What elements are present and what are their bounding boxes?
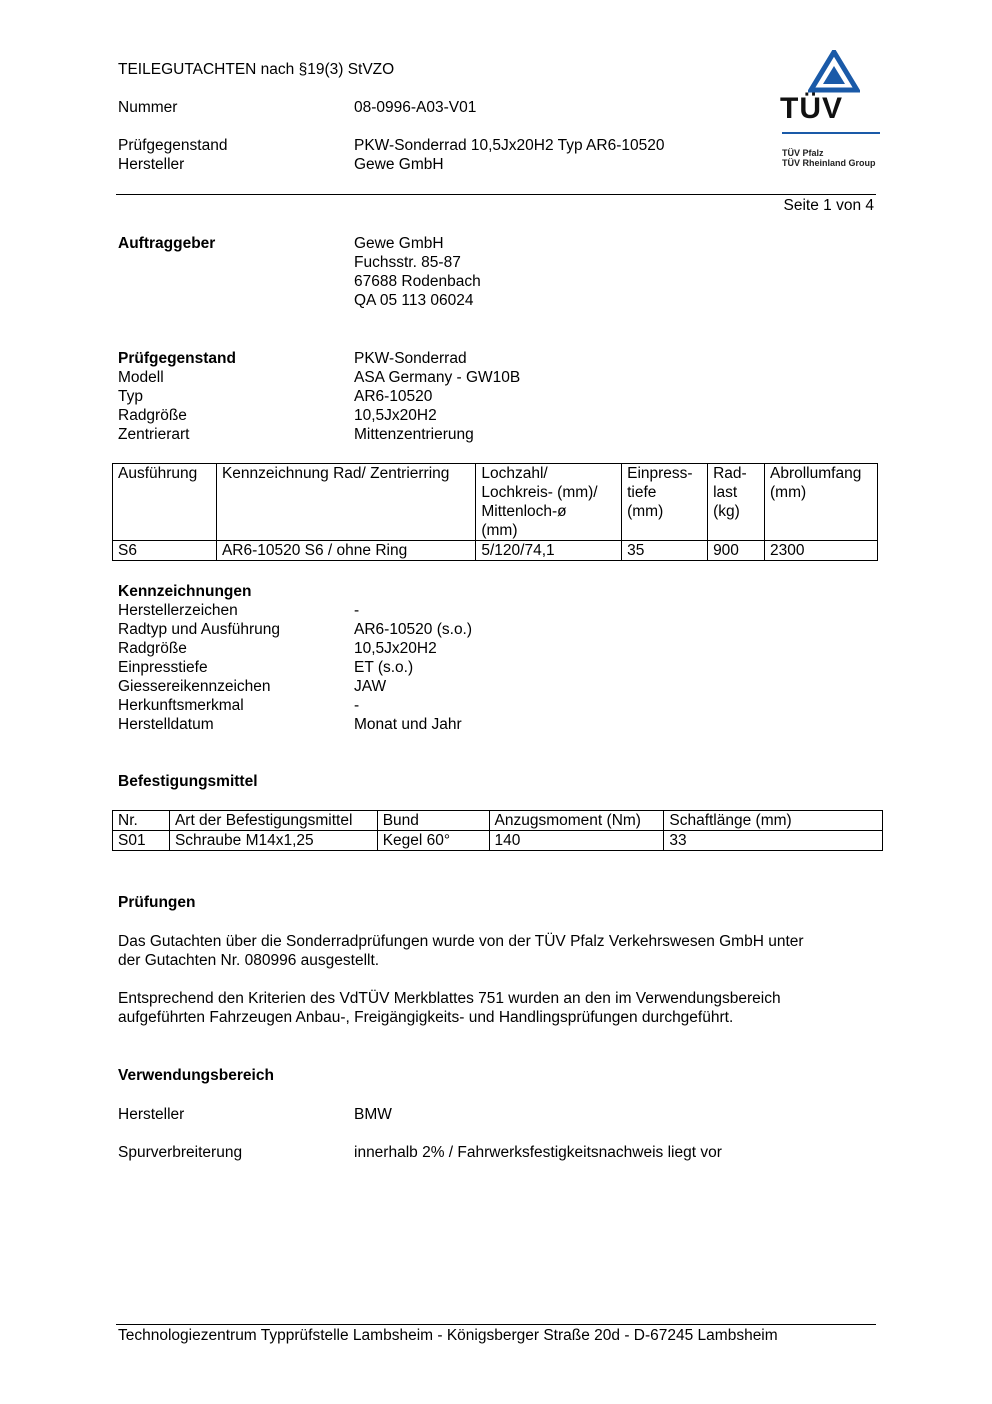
typ-label: Typ [118, 388, 143, 405]
befestigung-table [112, 810, 883, 851]
table-cell: 5/120/74,1 [476, 541, 622, 561]
logo-divider [782, 132, 880, 134]
kz-value: - [354, 697, 360, 714]
vb-spur-value: innerhalb 2% / Fahrwerksfestigkeitsnachweis liegt vor [354, 1144, 722, 1161]
table-header-cell: Abrollumfang (mm) [765, 464, 878, 541]
pruefgegenstand-value: PKW-Sonderrad [354, 350, 467, 367]
typ-value: AR6-10520 [354, 388, 433, 405]
table-cell: AR6-10520 S6 / ohne Ring [216, 541, 475, 561]
table-cell: 140 [489, 831, 664, 851]
verwendungsbereich-title: Verwendungsbereich [118, 1067, 274, 1084]
table-cell: S6 [113, 541, 217, 561]
nummer-value: 08-0996-A03-V01 [354, 99, 477, 116]
vb-hersteller-label: Hersteller [118, 1106, 185, 1123]
pruefungen-paragraph-1: Das Gutachten über die Sonderradprüfungen wurde von der TÜV Pfalz Verkehrswesen GmbH unter der Gutachten Nr. 080996 ausgestellt. [118, 933, 804, 969]
zentrierart-label: Zentrierart [118, 426, 190, 443]
kz-value: JAW [354, 678, 387, 695]
kz-value: 10,5Jx20H2 [354, 640, 437, 657]
kz-label: Radtyp und Ausführung [118, 621, 281, 638]
table-row [113, 831, 883, 851]
table-header-cell: Ausführung [113, 464, 217, 541]
vb-hersteller-value: BMW [354, 1106, 392, 1123]
footer-address: Technologiezentrum Typprüfstelle Lambsheim - Königsberger Straße 20d - D-67245 Lambsheim [118, 1327, 778, 1344]
table-row [113, 541, 878, 561]
kz-label: Herkunftsmerkmal [118, 697, 244, 714]
tuv-logo [770, 48, 895, 173]
pruefungen-title: Prüfungen [118, 894, 196, 911]
kz-value: Monat und Jahr [354, 716, 462, 733]
hersteller-value: Gewe GmbH [354, 156, 444, 173]
gegenstand-value: PKW-Sonderrad 10,5Jx20H2 Typ AR6-10520 [354, 137, 665, 154]
kz-label: Giessereikennzeichen [118, 678, 271, 695]
kennzeichnungen-title: Kennzeichnungen [118, 583, 252, 600]
tuv-triangle-icon [808, 50, 860, 94]
table-header-cell: Nr. [113, 811, 170, 831]
kz-label: Herstellerzeichen [118, 602, 238, 619]
nummer-label: Nummer [118, 99, 178, 116]
auftraggeber-line: QA 05 113 06024 [354, 292, 474, 309]
modell-value: ASA Germany - GW10B [354, 369, 521, 386]
table-header-cell: Anzugsmoment (Nm) [489, 811, 664, 831]
table-header-cell: Schaftlänge (mm) [664, 811, 883, 831]
auftraggeber-label: Auftraggeber [118, 235, 216, 252]
table-header-cell: Art der Befestigungsmittel [169, 811, 377, 831]
wheel-table [112, 463, 878, 561]
vb-spur-label: Spurverbreiterung [118, 1144, 243, 1161]
auftraggeber-line: Fuchsstr. 85-87 [354, 254, 461, 271]
radgroesse-label: Radgröße [118, 407, 187, 424]
table-cell: S01 [113, 831, 170, 851]
document-title: TEILEGUTACHTEN nach §19(3) StVZO [118, 61, 395, 78]
table-header-cell: Rad- last (kg) [708, 464, 765, 541]
header-rule [116, 194, 876, 195]
table-header-row [113, 811, 883, 831]
table-cell: 33 [664, 831, 883, 851]
pruefgegenstand-label: Prüfgegenstand [118, 350, 236, 367]
kz-label: Radgröße [118, 640, 187, 657]
page-number: Seite 1 von 4 [783, 197, 874, 214]
hersteller-label: Hersteller [118, 156, 185, 173]
table-cell: Kegel 60° [377, 831, 489, 851]
auftraggeber-line: Gewe GmbH [354, 235, 444, 252]
logo-line-2: TÜV Rheinland Group [782, 158, 876, 168]
table-header-cell: Lochzahl/ Lochkreis- (mm)/ Mittenloch-ø (mm) [476, 464, 622, 541]
footer-rule [116, 1324, 876, 1325]
zentrierart-value: Mittenzentrierung [354, 426, 474, 443]
kz-value: - [354, 602, 360, 619]
radgroesse-value: 10,5Jx20H2 [354, 407, 437, 424]
kz-label: Einpresstiefe [118, 659, 208, 676]
kz-label: Herstelldatum [118, 716, 214, 733]
logo-line-1: TÜV Pfalz [782, 148, 824, 158]
table-header-row [113, 464, 878, 541]
table-header-cell: Kennzeichnung Rad/ Zentrierring [216, 464, 475, 541]
modell-label: Modell [118, 369, 164, 386]
table-cell: 900 [708, 541, 765, 561]
table-header-cell: Bund [377, 811, 489, 831]
table-header-cell: Einpress- tiefe (mm) [622, 464, 708, 541]
gegenstand-label: Prüfgegenstand [118, 137, 228, 154]
auftraggeber-line: 67688 Rodenbach [354, 273, 481, 290]
pruefungen-paragraph-2: Entsprechend den Kriterien des VdTÜV Merkblattes 751 wurden an den im Verwendungsbereich aufgeführten Fahrzeugen Anbau-, Freigängigkeits- und Handlingsprüfungen durchgeführt. [118, 990, 781, 1026]
befestigung-title: Befestigungsmittel [118, 773, 258, 790]
kz-value: AR6-10520 (s.o.) [354, 621, 473, 638]
table-cell: 2300 [765, 541, 878, 561]
table-cell: 35 [622, 541, 708, 561]
table-cell: Schraube M14x1,25 [169, 831, 377, 851]
tuv-wordmark: TÜV [780, 92, 843, 125]
kz-value: ET (s.o.) [354, 659, 414, 676]
